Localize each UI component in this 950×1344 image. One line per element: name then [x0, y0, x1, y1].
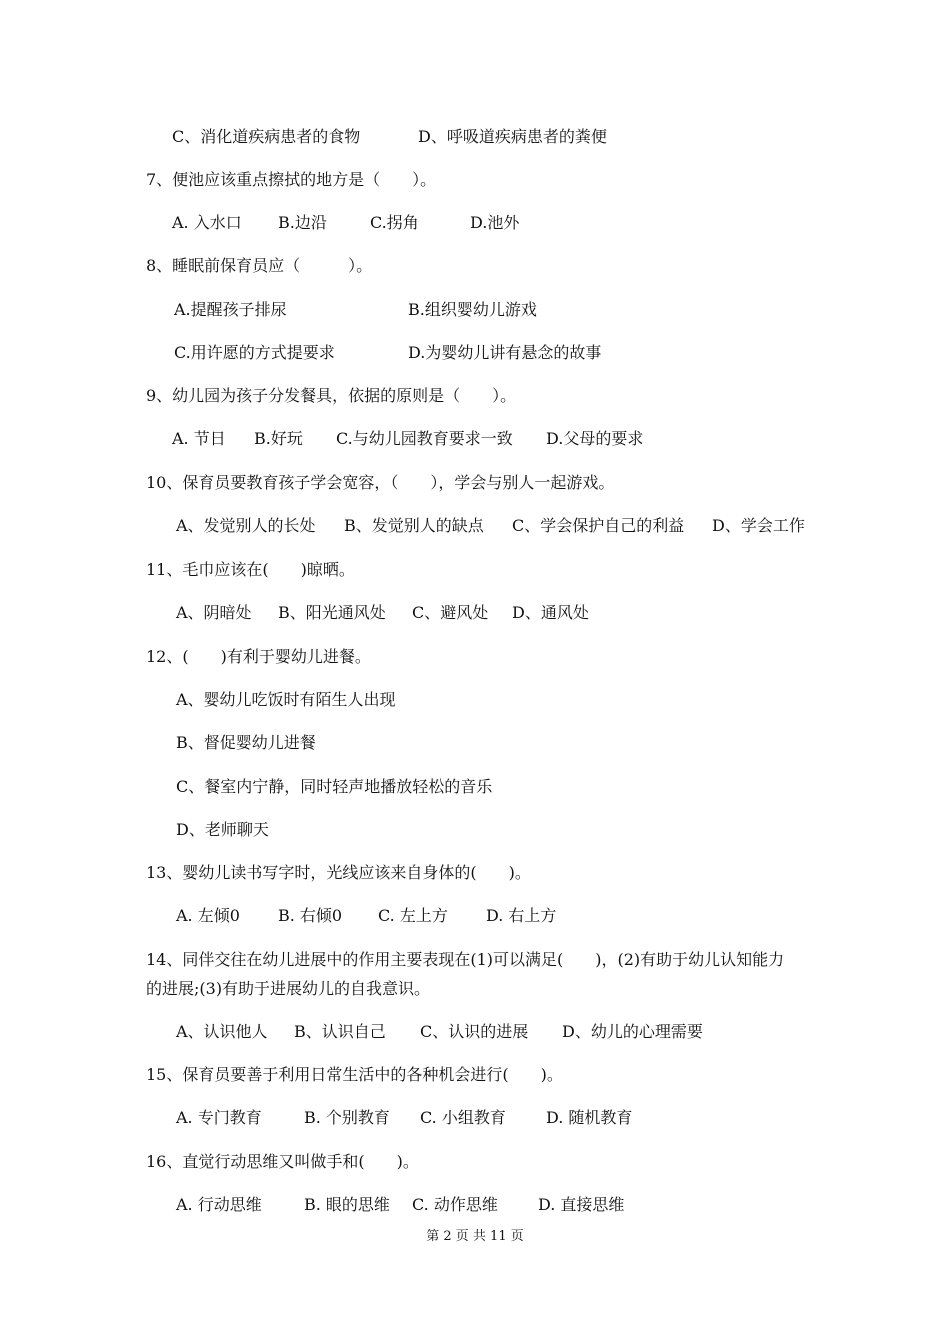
q9-option-b: B.好玩 [254, 429, 303, 448]
q11-stem: 11、毛巾应该在( )晾晒。 [146, 560, 355, 579]
q11-option-d: D、通风处 [512, 603, 589, 622]
q13-option-b: B. 右倾0 [278, 906, 343, 925]
q12-option-a: A、婴幼儿吃饭时有陌生人出现 [176, 690, 396, 709]
q9-stem: 9、幼儿园为孩子分发餐具，依据的原则是（ ）。 [146, 386, 517, 405]
q14-option-c: C、认识的进展 [420, 1022, 529, 1041]
q8-option-a: A.提醒孩子排尿 [174, 300, 287, 319]
q7-stem: 7、便池应该重点擦拭的地方是（ ）。 [146, 170, 437, 189]
page-number: 第 2 页 共 11 页 [426, 1229, 524, 1244]
q13-stem: 13、婴幼儿读书写字时，光线应该来自身体的( )。 [146, 863, 531, 882]
q15-option-b: B. 个别教育 [304, 1108, 390, 1127]
q13-option-d: D. 右上方 [486, 906, 557, 925]
q7-option-c: C.拐角 [370, 213, 419, 232]
q6-option-c: C、消化道疾病患者的食物 [172, 127, 361, 146]
q8-option-b: B.组织婴幼儿游戏 [408, 300, 537, 319]
q7-option-d: D.池外 [470, 213, 520, 232]
q12-stem: 12、( )有利于婴幼儿进餐。 [146, 647, 371, 666]
q12-option-b: B、督促婴幼儿进餐 [176, 733, 316, 752]
q13-option-a: A. 左倾0 [176, 906, 240, 925]
q8-stem: 8、睡眠前保育员应（ ）。 [146, 256, 373, 275]
q14-stem-line1: 14、同伴交往在幼儿进展中的作用主要表现在(1)可以满足( )，(2)有助于幼儿认知能力 [146, 950, 785, 969]
q16-option-d: D. 直接思维 [538, 1195, 625, 1214]
q8-option-d: D.为婴幼儿讲有悬念的故事 [408, 343, 602, 362]
q15-stem: 15、保育员要善于利用日常生活中的各种机会进行( )。 [146, 1065, 563, 1084]
q11-option-b: B、阳光通风处 [278, 603, 386, 622]
q9-option-d: D.父母的要求 [546, 429, 644, 448]
q7-option-b: B.边沿 [278, 213, 327, 232]
q8-option-c: C.用许愿的方式提要求 [174, 343, 335, 362]
q10-stem: 10、保育员要教育孩子学会宽容，（ ），学会与别人一起游戏。 [146, 473, 615, 492]
q9-option-c: C.与幼儿园教育要求一致 [336, 429, 513, 448]
q14-option-a: A、认识他人 [176, 1022, 268, 1041]
q12-option-c: C、餐室内宁静，同时轻声地播放轻松的音乐 [176, 777, 493, 796]
q10-option-d: D、学会工作 [712, 516, 805, 535]
q13-option-c: C. 左上方 [378, 906, 448, 925]
q10-option-c: C、学会保护自己的利益 [512, 516, 685, 535]
q14-option-d: D、幼儿的心理需要 [562, 1022, 703, 1041]
q12-option-d: D、老师聊天 [176, 820, 269, 839]
q16-option-b: B. 眼的思维 [304, 1195, 390, 1214]
q11-option-a: A、阴暗处 [176, 603, 252, 622]
q15-option-d: D. 随机教育 [546, 1108, 633, 1127]
q15-option-a: A. 专门教育 [176, 1108, 262, 1127]
q10-option-a: A、发觉别人的长处 [176, 516, 316, 535]
q14-stem-line2: 的进展;(3)有助于进展幼儿的自我意识。 [146, 979, 431, 998]
q15-option-c: C. 小组教育 [420, 1108, 506, 1127]
q9-option-a: A. 节日 [172, 429, 226, 448]
q10-option-b: B、发觉别人的缺点 [344, 516, 484, 535]
q11-option-c: C、避风处 [412, 603, 489, 622]
q14-option-b: B、认识自己 [294, 1022, 386, 1041]
q6-option-d: D、呼吸道疾病患者的粪便 [418, 127, 607, 146]
q7-option-a: A. 入水口 [172, 213, 242, 232]
q16-option-a: A. 行动思维 [176, 1195, 262, 1214]
q16-stem: 16、直觉行动思维又叫做手和( )。 [146, 1152, 419, 1171]
q16-option-c: C. 动作思维 [412, 1195, 498, 1214]
